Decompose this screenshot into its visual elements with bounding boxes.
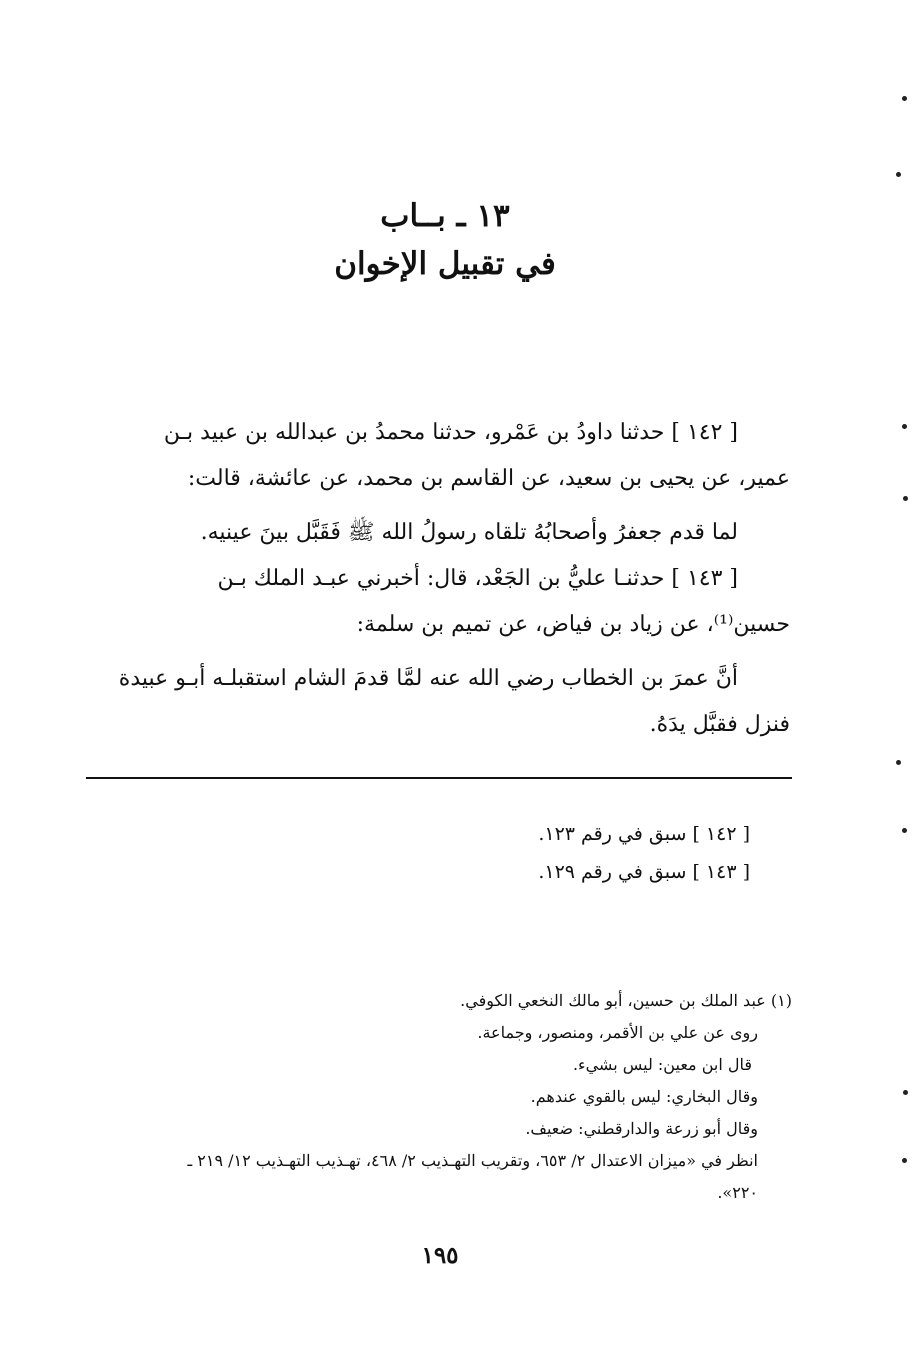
scan-speck <box>896 760 901 765</box>
reference-143: [ ١٤٣ ] سبق في رقم ١٢٩. <box>538 861 750 883</box>
hadith-143-matn-line-1: أنَّ عمرَ بن الخطاب رضي الله عنه لمَّا قدمَ الشام استقبلـه أبـو عبيدة <box>118 666 738 691</box>
footnote-line: وقال أبو زرعة والدارقطني: ضعيف. <box>525 1119 758 1138</box>
footnote-line: (١) عبد الملك بن حسين، أبو مالك النخعي الكوفي. <box>460 991 792 1010</box>
footnote-line: وقال البخاري: ليس بالقوي عندهم. <box>530 1087 758 1106</box>
hadith-142-matn: لما قدم جعفرُ وأصحابُهُ تلقاه رسولُ الله ﷺ فَقَبَّل بينَ عينيه. <box>200 520 738 545</box>
footnote-line: ٢٢٠». <box>717 1183 758 1202</box>
chapter-title: في تقبيل الإخوان <box>334 246 556 282</box>
main-text <box>84 410 790 748</box>
cross-references <box>350 815 750 891</box>
hadith-142-line-2: عمير، عن يحيى بن سعيد، عن القاسم بن محمد، عن عائشة، قالت: <box>187 466 790 491</box>
footnote-1 <box>102 985 792 1209</box>
footnote-line: قال ابن معين: ليس بشيء. <box>572 1055 752 1074</box>
chapter-number: ١٣ ـ بــاب <box>380 198 510 234</box>
hadith-143-line-2: حسين⁽¹⁾، عن زياد بن فياض، عن تميم بن سلمة: <box>356 612 790 637</box>
footnote-line: روى عن علي بن الأقمر، ومنصور، وجماعة. <box>477 1023 758 1042</box>
reference-142: [ ١٤٢ ] سبق في رقم ١٢٣. <box>538 823 750 845</box>
footnote-separator <box>86 777 792 779</box>
page-number: ١٩٥ <box>421 1242 459 1269</box>
hadith-142-line-1: [ ١٤٢ ] حدثنا داودُ بن عَمْرو، حدثنا محمدُ بن عبدالله بن عبيد بـن <box>163 420 738 445</box>
scan-speck <box>902 828 907 833</box>
scan-speck <box>896 172 901 177</box>
scan-speck <box>903 496 908 501</box>
footnote-line: انظر في «ميزان الاعتدال ٢/ ٦٥٣، وتقريب التهـذيب ٢/ ٤٦٨، تهـذيب التهـذيب ١٢/ ٢١٩ ـ <box>187 1151 758 1170</box>
scan-speck <box>903 1090 908 1095</box>
hadith-143-line-1: [ ١٤٣ ] حدثنـا عليُّ بن الجَعْد، قال: أخبرني عبـد الملك بـن <box>217 566 738 591</box>
scan-speck <box>902 1158 907 1163</box>
scan-speck <box>902 96 907 101</box>
hadith-143-matn-line-2: فنزل فقبَّل يدَهُ. <box>649 712 790 737</box>
scan-speck <box>902 424 907 429</box>
